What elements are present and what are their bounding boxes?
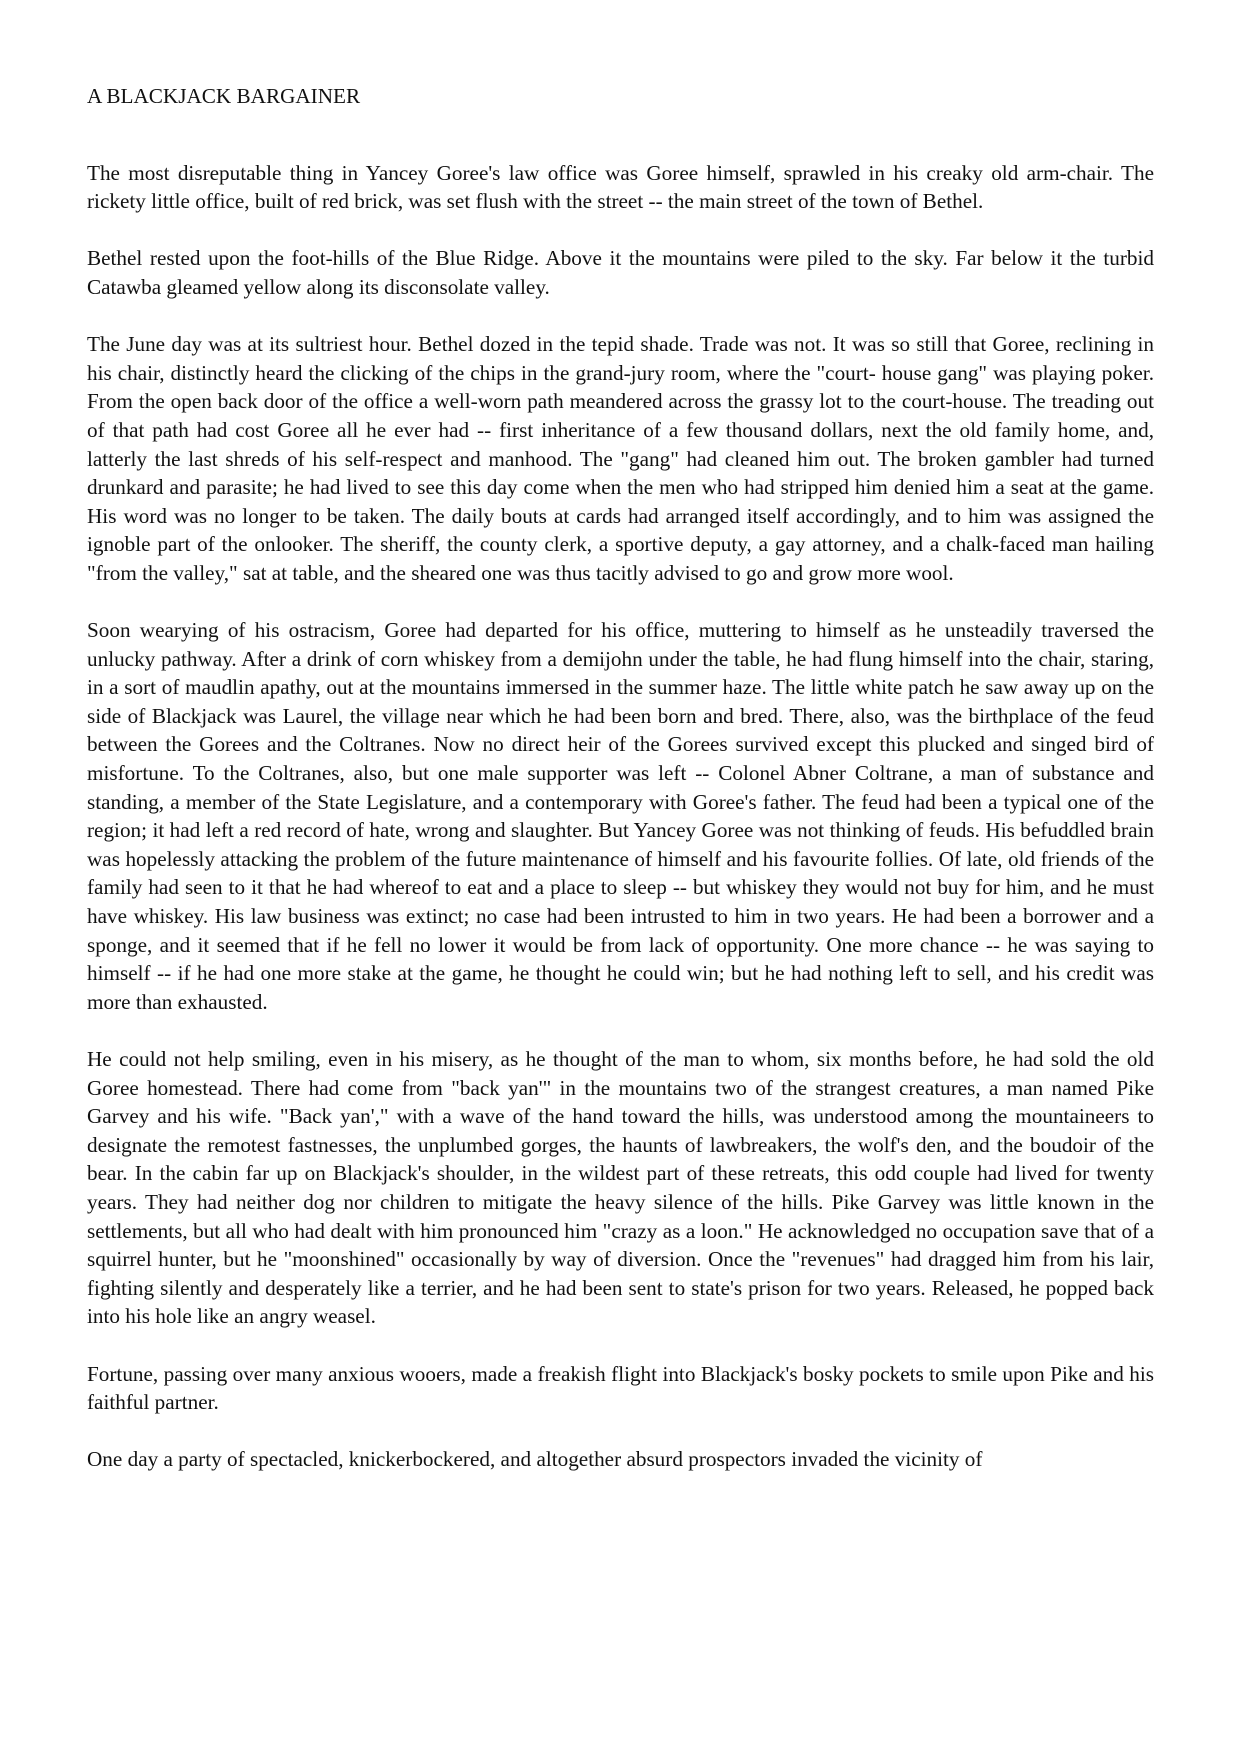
paragraph-2: Bethel rested upon the foot-hills of the Blue Ridge. Above it the mountains were piled to the sky. Far below it the turbid Catawba gleamed yellow along its disconsolate valley. [87,246,1154,299]
paragraph-7: One day a party of spectacled, knickerbockered, and altogether absurd prospectors invaded the vicinity of [87,1447,983,1472]
paragraph-4: Soon wearying of his ostracism, Goree had departed for his office, muttering to himself as he unsteadily traversed the unlucky pathway. After a drink of corn whiskey from a demijohn under the table, he had flung himself into the chair, staring, in a sort of maudlin apathy, out at the mountains immersed in the summer haze. The little white patch he saw away up on the side of Blackjack was Laurel, the village near which he had been born and bred. There, also, was the birthplace of the feud between the Gorees and the Coltranes. Now no direct heir of the Gorees survived except this plucked and singed bird of misfortune. To the Coltranes, also, but one male supporter was left -- Colonel Abner Coltrane, a man of substance and standing, a member of the State Legislature, and a contemporary with Goree's father. The feud had been a typical one of the region; it had left a red record of hate, wrong and slaughter. But Yancey Goree was not thinking of feuds. His befuddled brain was hopelessly attacking the problem of the future maintenance of himself and his favourite follies. Of late, old friends of the family had seen to it that he had whereof to eat and a place to sleep -- but whiskey they would not buy for him, and he must have whiskey. His law business was extinct; no case had been intrusted to him in two years. He had been a borrower and a sponge, and it seemed that if he fell no lower it would be from lack of opportunity. One more chance -- he was saying to himself -- if he had one more stake at the game, he thought he could win; but he had nothing left to sell, and his credit was more than exhausted. [87,618,1154,1014]
document-page [87,82,1154,1503]
paragraph-3: The June day was at its sultriest hour. Bethel dozed in the tepid shade. Trade was not. It was so still that Goree, reclining in his chair, distinctly heard the clicking of the chips in the grand-jury room, where the "court- house gang" was playing poker. From the open back door of the office a well-worn path meandered across the grassy lot to the court-house. The treading out of that path had cost Goree all he ever had -- first inheritance of a few thousand dollars, next the old family home, and, latterly the last shreds of his self-respect and manhood. The "gang" had cleaned him out. The broken gambler had turned drunkard and parasite; he had lived to see this day come when the men who had stripped him denied him a seat at the game. His word was no longer to be taken. The daily bouts at cards had arranged itself accordingly, and to him was assigned the ignoble part of the onlooker. The sheriff, the county clerk, a sportive deputy, a gay attorney, and a chalk-faced man hailing "from the valley," sat at table, and the sheared one was thus tacitly advised to go and grow more wool. [87,332,1154,585]
paragraph-1: The most disreputable thing in Yancey Goree's law office was Goree himself, sprawled in his creaky old arm-chair. The rickety little office, built of red brick, was set flush with the street -- the main street of the town of Bethel. [87,160,1154,214]
paragraph-5: He could not help smiling, even in his misery, as he thought of the man to whom, six months before, he had sold the old Goree homestead. There had come from "back yan'" in the mountains two of the strangest creatures, a man named Pike Garvey and his wife. "Back yan'," with a wave of the hand toward the hills, was understood among the mountaineers to designate the remotest fastnesses, the unplumbed gorges, the haunts of lawbreakers, the wolf's den, and the boudoir of the bear. In the cabin far up on Blackjack's shoulder, in the wildest part of these retreats, this odd couple had lived for twenty years. They had neither dog nor children to mitigate the heavy silence of the hills. Pike Garvey was little known in the settlements, but all who had dealt with him pronounced him "crazy as a loon." He acknowledged no occupation save that of a squirrel hunter, but he "moonshined" occasionally by way of diversion. Once the "revenues" had dragged him from his lair, fighting silently and desperately like a terrier, and he had been sent to state's prison for two years. Released, he popped back into his hole like an angry weasel. [87,1047,1154,1329]
story-title: A BLACKJACK BARGAINER [87,84,361,108]
paragraph-6: Fortune, passing over many anxious wooers, made a freakish flight into Blackjack's bosky pockets to smile upon Pike and his faithful partner. [87,1361,1154,1415]
